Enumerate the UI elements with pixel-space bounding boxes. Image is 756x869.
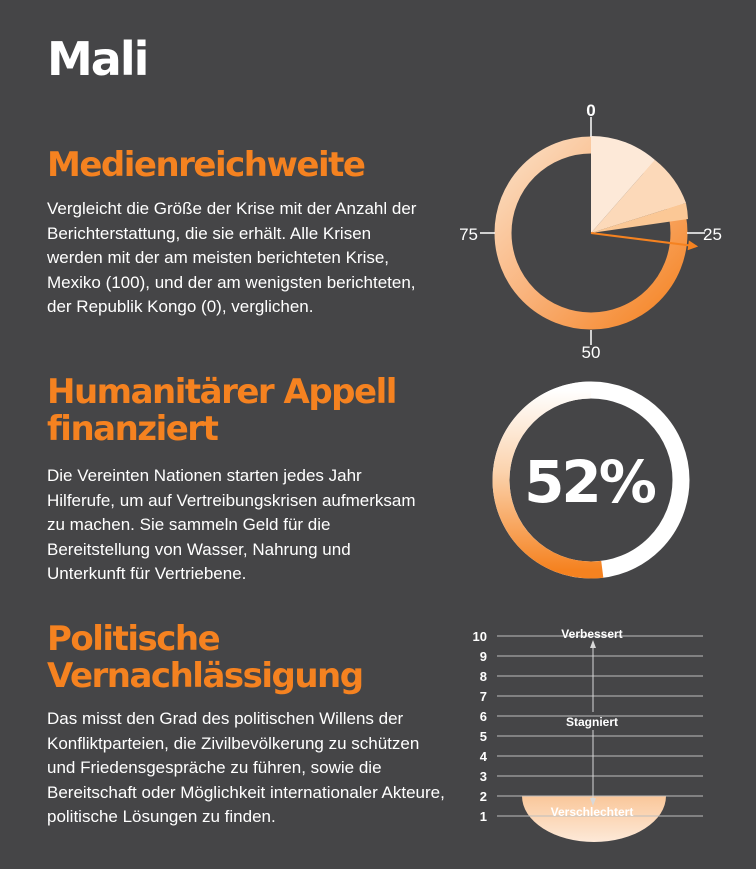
scale-tick-10: 10: [472, 629, 487, 644]
scale-tick-5: 5: [479, 729, 487, 744]
gauge-label-75: 75: [459, 225, 478, 244]
appeal-heading-line-1: Humanitärer Appell: [47, 372, 396, 412]
page-title: Mali: [47, 32, 148, 86]
appeal-description: Die Vereinten Nationen starten jedes Jahr Hilferufe, um auf Vertreibungskrisen aufmerksam zu machen. Sie sammeln Geld für die Bereitstellung von Wasser, Nahrung und Unterkunft für Vertriebene.: [47, 466, 416, 583]
scale-tick-9: 9: [479, 649, 487, 664]
scale-label-top: Verbessert: [561, 627, 623, 641]
media-reach-heading: Medienreichweite: [47, 145, 365, 185]
funding-percent: 52%: [524, 448, 654, 516]
media-reach-description: Vergleicht die Größe der Krise mit der Anzahl der Berichterstattung, die sie erhält. Alle Krisen werden mit der am meisten berichteten Krise, Mexiko (100), und der am wenigsten berichteten, der Republik Kongo (0), verglichen.: [47, 199, 417, 316]
scale-tick-2: 2: [479, 789, 487, 804]
scale-tick-6: 6: [479, 709, 487, 724]
scale-tick-4: 4: [479, 749, 487, 764]
gauge-label-0: 0: [586, 101, 596, 120]
gauge-label-25: 25: [703, 225, 722, 244]
scale-arrow-up-head: [590, 640, 596, 648]
gauge-label-50: 50: [581, 343, 601, 362]
scale-label-middle: Stagniert: [565, 715, 619, 729]
scale-tick-3: 3: [479, 769, 487, 784]
neglect-description: Das misst den Grad des politischen Willens der Konfliktparteien, die Zivilbevölkerung zu schützen und Friedensgespräche zu führen, sowie die Bereitschaft oder Möglichkeit internationaler Akteure, politische Lösungen zu finden.: [47, 709, 445, 826]
appeal-heading-line-2: finanziert: [47, 408, 218, 449]
scale-tick-7: 7: [479, 689, 487, 704]
neglect-heading-line-1: Politische: [47, 619, 220, 659]
neglect-heading-line-2: Vernachlässigung: [47, 655, 363, 696]
scale-tick-1: 1: [479, 809, 487, 824]
scale-tick-8: 8: [479, 669, 487, 684]
scale-label-bottom: Verschlechtert: [550, 805, 634, 819]
